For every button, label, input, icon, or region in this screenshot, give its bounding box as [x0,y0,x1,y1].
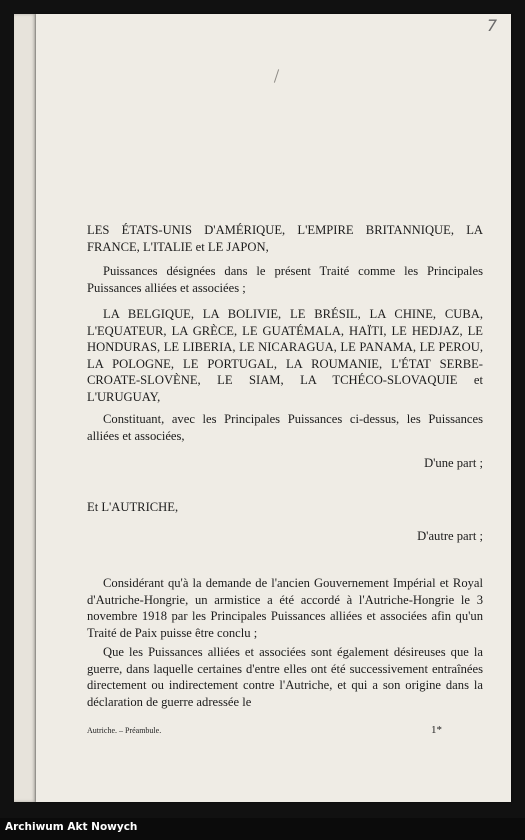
paragraph-allied-states: LA BELGIQUE, LA BOLIVIE, LE BRÉSIL, LA CHINE, CUBA, L'EQUATEUR, LA GRÈCE, LE GUATÉMALA, HAÏTI, LE HEDJAZ, LE HONDURAS, LE LIBERIA, LE NICARAGUA, LE PANAMA, LE PEROU, LA POLOGNE, LE PORTUGAL, LA ROUMANIE, L'ÉTAT SERBE-CROATE-SLOVÈNE, LE SIAM, LA TCHÉCO-SLOVAQUIE et L'URUGUAY, [87,307,483,404]
paragraph-constituting: Constituant, avec les Principales Puissances ci-dessus, les Puissances alliées et associées, [87,412,483,443]
pencil-mark [274,69,279,83]
archive-watermark-bar [0,818,525,840]
signature-mark: 1* [431,724,442,736]
paragraph-armistice: Considérant qu'à la demande de l'ancien Gouvernement Impérial et Royal d'Autriche-Hongrie, un armistice a été accordé à l'Autriche-Hongrie le 3 novembre 1918 par les Principales Puissances alliées et associées afin qu'un Traité de Paix puisse être conclu ; [87,576,483,640]
paragraph-war-declaration: Que les Puissances alliées et associées sont également désireuses que la guerre, dans laquelle certaines d'entre elles ont été successivement entraînées directement ou indirectement contre l'Autriche, et qui a son origine dans la déclaration de guerre adressée le [87,645,483,709]
paragraph-austria: Et L'AUTRICHE, [87,500,179,514]
running-footer: Autriche. – Préambule. [87,726,162,735]
folio-number: 7 [486,16,497,35]
paragraph-signatories: LES ÉTATS-UNIS D'AMÉRIQUE, L'EMPIRE BRITANNIQUE, LA FRANCE, L'ITALIE et LE JAPON, [87,223,483,254]
document-page [36,14,511,802]
second-party-label: D'autre part ; [417,529,483,543]
paragraph-principal-powers: Puissances désignées dans le présent Traité comme les Principales Puissances alliées et associées ; [87,264,483,295]
left-page-margin [14,14,36,802]
archive-label: Archiwum Akt Nowych [5,821,138,833]
first-party-label: D'une part ; [424,456,483,470]
